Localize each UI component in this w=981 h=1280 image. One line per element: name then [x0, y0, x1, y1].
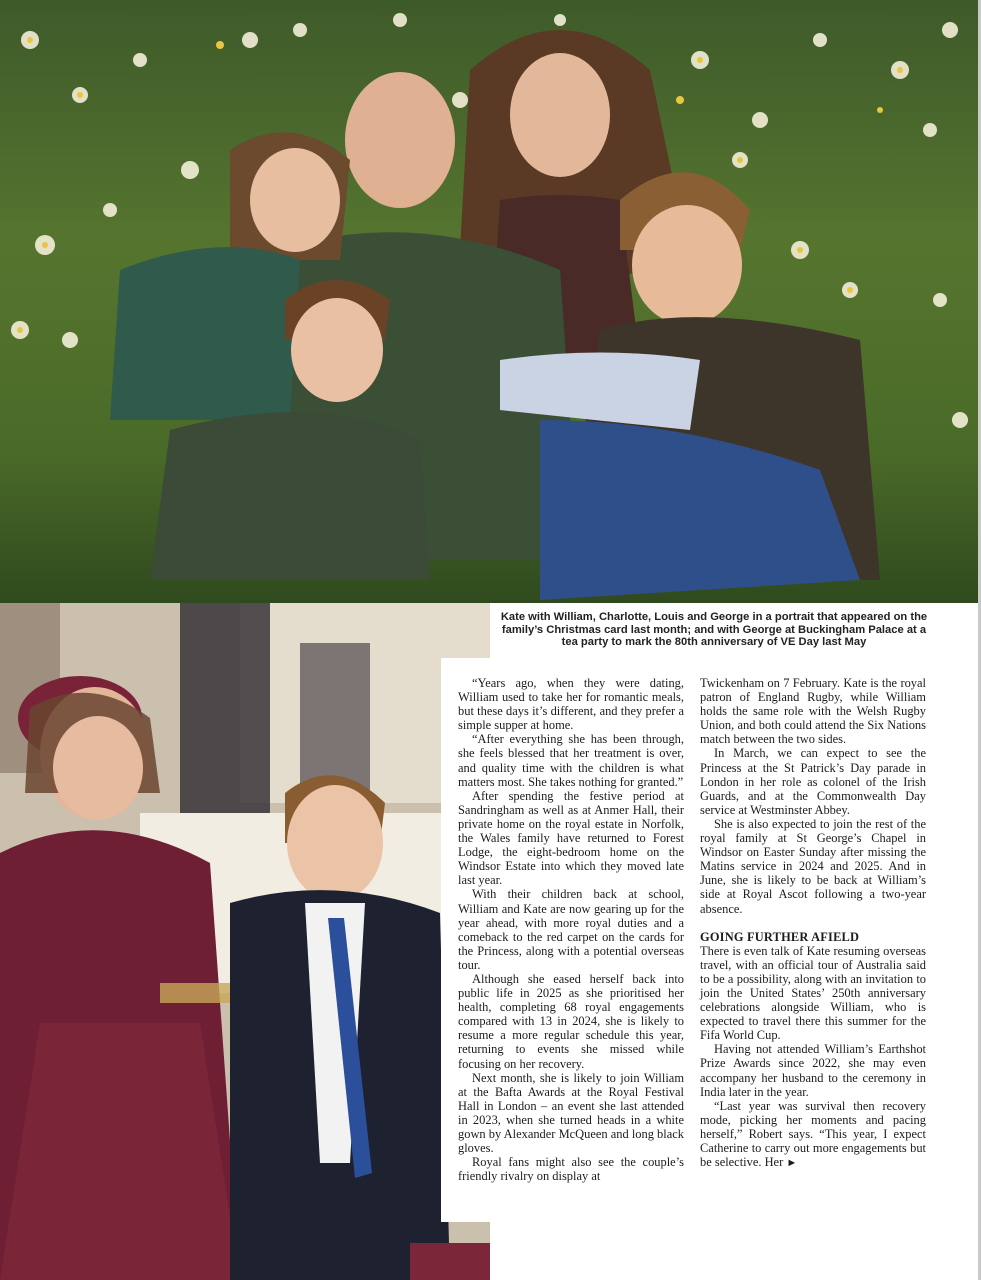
article-paragraph-last — [700, 1099, 926, 1170]
continue-arrow-icon: ► — [786, 1157, 798, 1170]
palace-tea-party-illustration — [0, 603, 490, 1280]
article-paragraph: She is also expected to join the rest of the royal family at St George’s Chapel in Windsor on Easter Sunday after missing the Matins service in 2024 and 2025. And in June, she is likely to be back at William’s side at Royal Ascot following a two-year absence. — [700, 816, 926, 916]
article-column-right — [700, 676, 926, 1170]
photo-caption: Kate with William, Charlotte, Louis and George in a portrait that appeared on the family’s Christmas card last month; and with George at Buckingham Palace at a tea party to mark the 80th anniversary of VE Day last May — [500, 611, 928, 649]
article-paragraph-text: “Last year was survival then recovery mode, picking her moments and pacing herself,” Robert says. “This year, I expect Catherine to carry out more engagements but be selective. Her — [700, 1098, 926, 1170]
family-portrait-photo — [0, 0, 981, 603]
article-paragraph: Although she eased herself back into public life in 2025 as she prioritised her health, completing 68 royal engagements compared with 13 in 2024, she is likely to resume a more regular schedule this year, returning to events she missed while focusing on her recovery. — [458, 971, 684, 1071]
article-paragraph: Royal fans might also see the couple’s friendly rivalry on display at — [458, 1155, 684, 1184]
family-portrait-illustration — [0, 0, 981, 603]
article-paragraph: With their children back at school, William and Kate are now gearing up for the year ahead, with more royal duties and a comeback to the red carpet on the cards for the Princess, along with a potential overseas tour. — [458, 887, 684, 972]
article-text-panel — [441, 658, 941, 1222]
palace-tea-party-photo — [0, 603, 490, 1280]
article-paragraph: “After everything she has been through, she feels blessed that her treatment is over, and quality time with the children is what matters most. She takes nothing for granted.” — [458, 732, 684, 789]
article-column-left — [458, 676, 684, 1183]
article-subheading: GOING FURTHER AFIELD — [700, 929, 860, 944]
article-paragraph: Next month, she is likely to join William at the Bafta Awards at the Royal Festival Hall in London – an event she last attended in 2023, when she turned heads in a white gown by Alexander McQueen and long black gloves. — [458, 1070, 684, 1156]
article-paragraph: “Years ago, when they were dating, William used to take her for romantic meals, but these days it’s different, and they prefer a simple supper at home. — [458, 676, 684, 733]
article-paragraph: After spending the festive period at Sandringham as well as at Anmer Hall, their private home on the royal estate in Norfolk, the Wales family have returned to Forest Lodge, the eight-bedroom home on the Windsor Estate into which they moved late last year. — [458, 788, 684, 888]
article-paragraph: Twickenham on 7 February. Kate is the royal patron of England Rugby, while William holds the same role with the Welsh Rugby Union, and both could attend the Six Nations match between the two sides. — [700, 676, 926, 747]
article-paragraph: Having not attended William’s Earthshot Prize Awards since 2022, she may even accompany her husband to the ceremony in India later in the year. — [700, 1042, 926, 1099]
article-paragraph: In March, we can expect to see the Princess at the St Patrick’s Day parade in London in her role as colonel of the Irish Guards, and at the Commonwealth Day service at Westminster Abbey. — [700, 746, 926, 817]
article-paragraph: There is even talk of Kate resuming overseas travel, with an official tour of Australia said to be a possibility, along with an invitation to join the United States’ 250th anniversary celebrations alongside William, who is expected to travel there this summer for the Fifa World Cup. — [700, 943, 926, 1043]
